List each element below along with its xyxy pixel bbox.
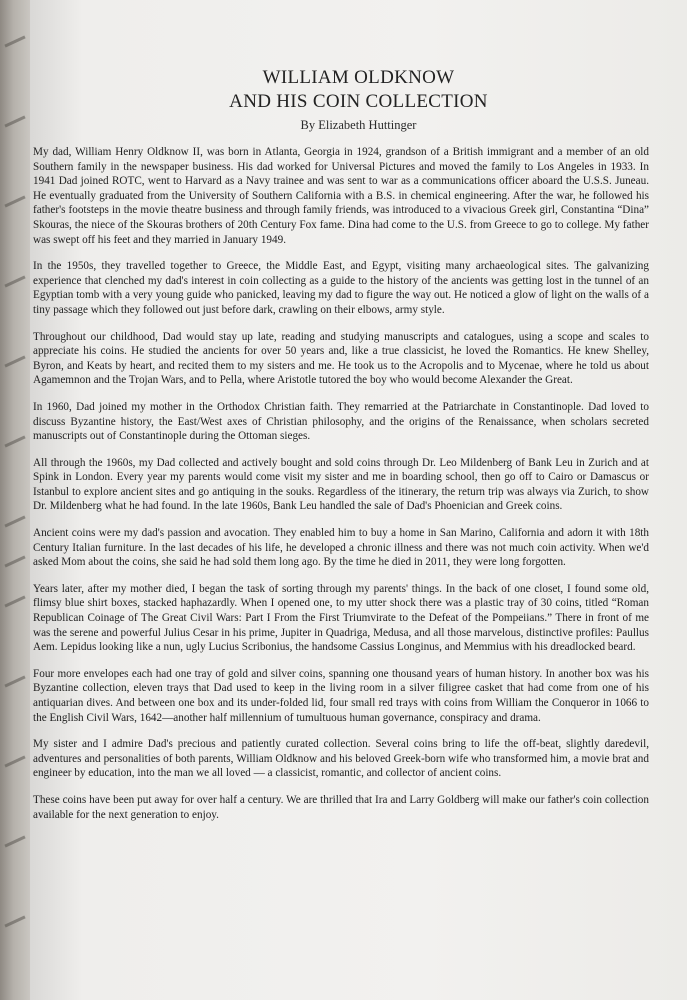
paragraph: My sister and I admire Dad's precious and patiently curated collection. Several coins bring to life the off-beat, slightly daredevil, adventures and personalities of both parents, William Oldknow and his beloved Greek-born wife who transformed him, a movie brat and engineer by education, into the man we all loved — a classicist, romantic, and collector of ancient coins. xyxy=(33,738,649,780)
paragraph: Ancient coins were my dad's passion and avocation. They enabled him to buy a home in San Marino, California and adorn it with 18th Century Italian furniture. In the last decades of his life, he developed a chronic illness and there was not much coin activity. When we'd asked Mom about the coins, she said he had sold them long ago. By the time he died in 2011, they were long forgotten. xyxy=(33,527,649,569)
title-line-1: WILLIAM OLDKNOW xyxy=(262,67,455,88)
title-line-2: AND HIS COIN COLLECTION xyxy=(229,91,488,112)
paragraph: In the 1950s, they travelled together to Greece, the Middle East, and Egypt, visiting many archaeological sites. The galvanizing experience that clenched my dad's interest in coin collecting as a guide to the history of the ancients was getting lost in the tunnel of an Egyptian tomb with a very young guide who panicked, leaving my dad to figure the way out. He noticed a glow of light on the walls of a tiny passage which they followed out just before dark, crawling on their elbows, army style. xyxy=(33,260,649,316)
document-page xyxy=(30,0,687,1000)
paragraph: In 1960, Dad joined my mother in the Orthodox Christian faith. They remarried at the Patriarchate in Constantinople. Dad loved to discuss Byzantine history, the East/West axes of Christian philosophy, and the origins of the Renaissance, when scholars secreted manuscripts out of Constantinople during the Ottoman sieges. xyxy=(33,400,649,443)
paragraph: Years later, after my mother died, I began the task of sorting through my parents' things. In the back of one closet, I found some old, flimsy blue shirt boxes, stacked haphazardly. When I opened one, to my utter shock there was a plastic tray of 30 coins, titled “Roman Republican Coinage of The Great Civil Wars: Part I From the First Triumvirate to the Defeat of the Pompeiians.” There in front of me was the serene and powerful Julius Cesar in his prime, Jupiter in Quadriga, Medusa, and all those marvelous, distinctive profiles: Paullus Aem. Lepidus looking like a nun, ugly Lucius Scribonius, the handsome Cassius Longinus, and Memmius with his dreadlocked beard. xyxy=(33,582,649,654)
paragraph: Throughout our childhood, Dad would stay up late, reading and studying manuscripts and catalogues, using a scope and scales to appreciate his coins. He studied the ancients for over 50 years and, like a true classicist, he loved the Romantics. He knew Shelley, Byron, and Keats by heart, and recited them to my sisters and me. He took us to the Acropolis and to Mycenae, where he told us about Agamemnon and the Trojan Wars, and to Pella, where Aristotle tutored the boy who would become Alexander the Great. xyxy=(33,330,649,387)
byline: By Elizabeth Huttinger xyxy=(300,118,417,132)
paragraph: These coins have been put away for over half a century. We are thrilled that Ira and Larry Goldberg will make our father's coin collection available for the next generation to enjoy. xyxy=(33,793,649,821)
paragraph: My dad, William Henry Oldknow II, was born in Atlanta, Georgia in 1924, grandson of a British immigrant and a member of an old Southern family in the newspaper business. His dad worked for Universal Pictures and moved the family to Los Angeles in 1933. In 1941 Dad joined ROTC, went to Harvard as a Navy trainee and was sent to war as a communications officer aboard the U.S.S. Juneau. He eventually graduated from the University of Southern California with a B.S. in chemical engineering. After the war, he followed his father's footsteps in the movie theatre business and through family friends, was introduced to a vivacious Greek girl, Constantina “Dina” Skouras, the niece of the Skouras brothers of 20th Century Fox fame. Dina had come to the U.S. from Greece to go to college. My father was swept off his feet and they married in January 1949. xyxy=(33,146,649,246)
paragraph: Four more envelopes each had one tray of gold and silver coins, spanning one thousand years of human history. In another box was his Byzantine collection, eleven trays that Dad used to keep in the living room in a silver filigree casket that had come from one of his antiquarian dives. And between one box and its under-folded lid, four small red trays with coins from William the Conqueror in 1066 to the English Civil Wars, 1642—another half millennium of tumultuous human governance, conspiracy and drama. xyxy=(33,667,649,724)
article-body xyxy=(33,145,649,834)
paragraph: All through the 1960s, my Dad collected and actively bought and sold coins through Dr. Leo Mildenberg of Bank Leu in Zurich and at Spink in London. Every year my parents would come visit my sister and me in boarding school, then go off to Cairo or Damascus or Istanbul to explore ancient sites and go antiquing in the souks. Regardless of the itinerary, the return trip was always via Zurich, to show Dr. Mildenberg what he had found. In the late 1960s, Bank Leu handled the sale of Dad's Phoenician and Greek coins. xyxy=(33,456,649,513)
binding-edge xyxy=(0,0,34,1000)
